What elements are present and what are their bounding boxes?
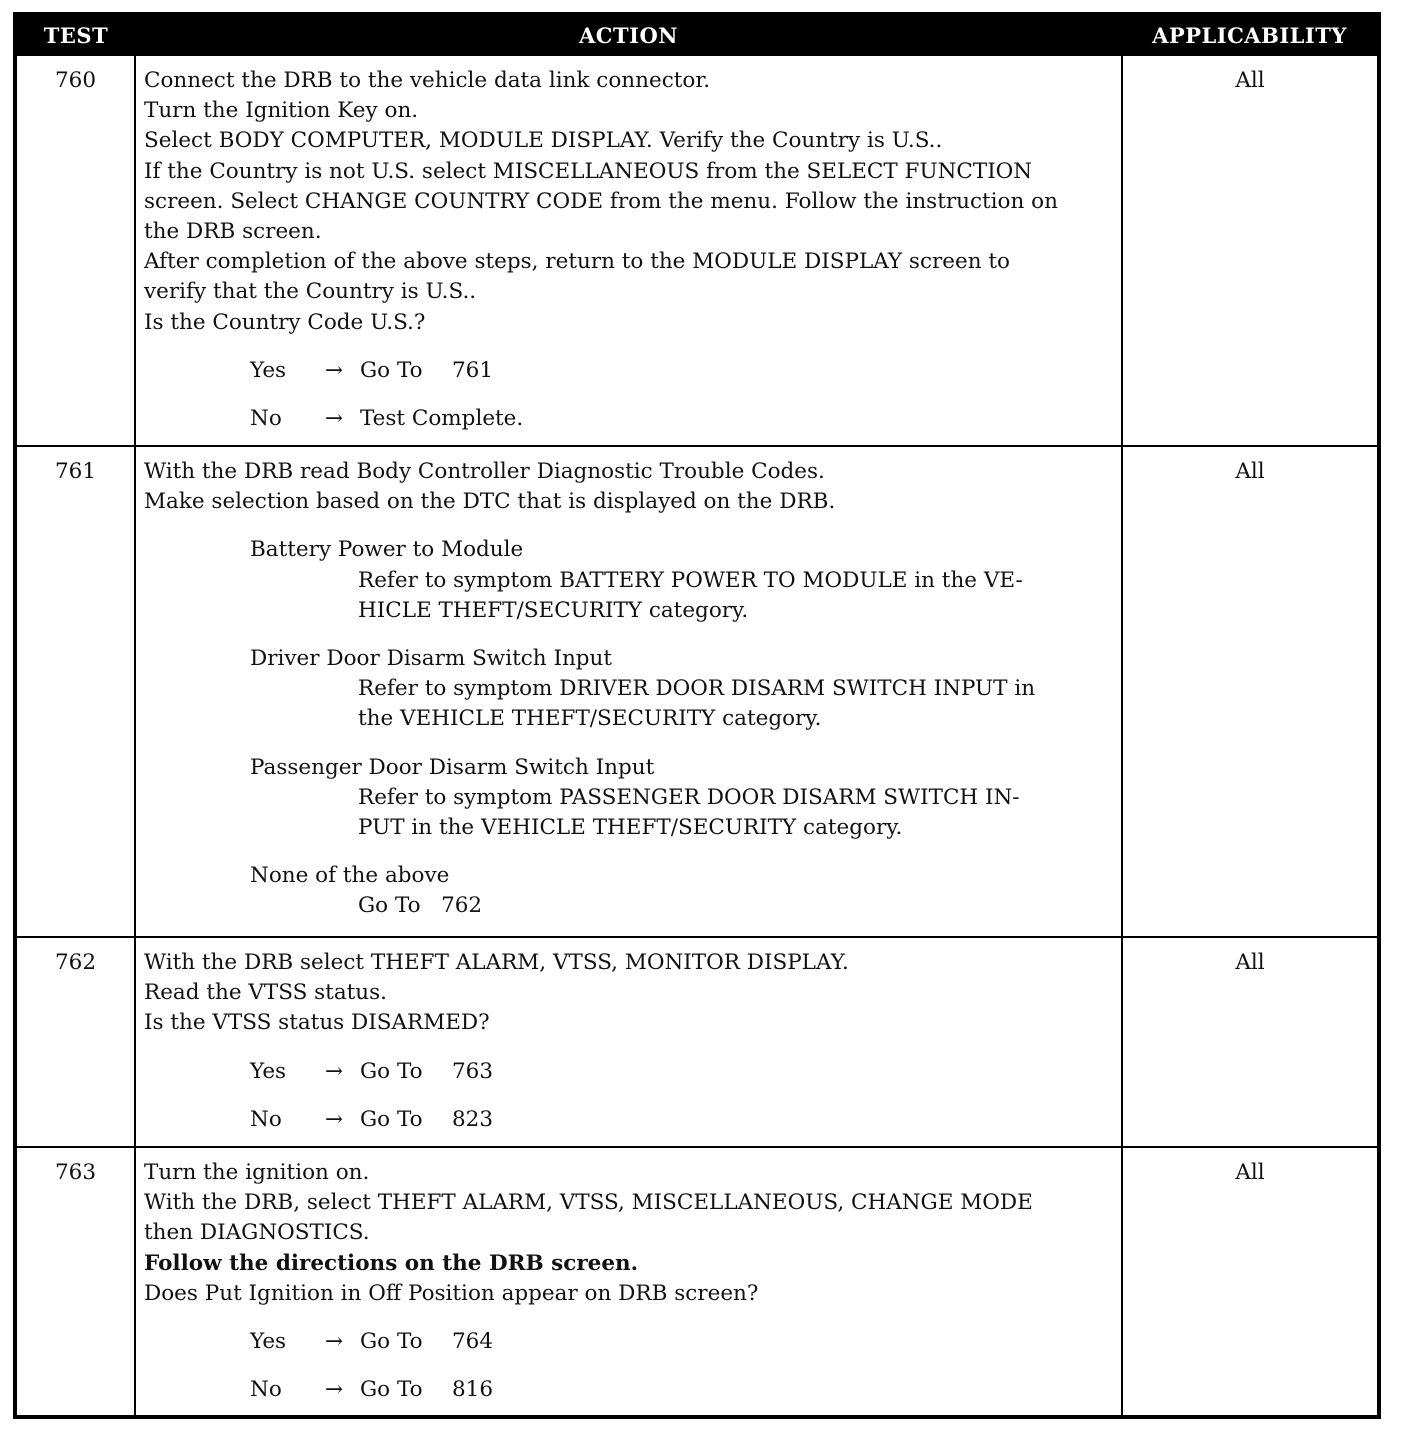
goto-target: 761 xyxy=(452,357,494,383)
option-title: Battery Power to Module xyxy=(250,537,524,563)
goto-target: 763 xyxy=(452,1058,494,1084)
action-line: Make selection based on the DTC that is displayed on the DRB. xyxy=(144,489,836,515)
table-row-762 xyxy=(15,937,1379,1147)
option-title: None of the above xyxy=(250,863,450,889)
header-test: TEST xyxy=(15,14,135,55)
action-line: the DRB screen. xyxy=(144,219,322,245)
no-branch: No → Go To 816 xyxy=(250,1375,1115,1405)
option-detail-line: Refer to symptom PASSENGER DOOR DISARM SWITCH IN- xyxy=(358,784,1020,810)
arrow-icon: → xyxy=(324,1329,343,1355)
option-title: Passenger Door Disarm Switch Input xyxy=(250,754,655,780)
action-line: verify that the Country is U.S.. xyxy=(144,279,477,305)
table-row-763 xyxy=(15,1147,1379,1417)
option-detail-line: PUT in the VEHICLE THEFT/SECURITY category. xyxy=(358,815,903,841)
action-line: With the DRB, select THEFT ALARM, VTSS, MISCELLANEOUS, CHANGE MODE xyxy=(144,1190,1033,1216)
option-detail-line: Refer to symptom BATTERY POWER TO MODULE in the VE- xyxy=(358,567,1023,593)
applicability-cell: All xyxy=(1122,55,1379,446)
action-line: If the Country is not U.S. select MISCELLANEOUS from the SELECT FUNCTION xyxy=(144,158,1033,184)
option-detail-line: HICLE THEFT/SECURITY category. xyxy=(358,597,749,623)
yes-branch: Yes → Go To 761 xyxy=(250,356,1115,386)
option-detail-line: Refer to symptom DRIVER DOOR DISARM SWITCH INPUT in xyxy=(358,676,1036,702)
dtc-option xyxy=(250,644,1115,735)
header-action: ACTION xyxy=(135,14,1122,55)
header-applicability: APPLICABILITY xyxy=(1122,14,1379,55)
dtc-option xyxy=(250,753,1115,844)
action-line: Turn the Ignition Key on. xyxy=(144,98,419,124)
goto-target: 816 xyxy=(452,1377,494,1403)
action-line: Read the VTSS status. xyxy=(144,980,387,1006)
test-number: 762 xyxy=(15,937,135,1147)
dtc-option xyxy=(250,861,1115,921)
action-line: Does Put Ignition in Off Position appear on DRB screen? xyxy=(144,1280,759,1306)
applicability-cell: All xyxy=(1122,1147,1379,1417)
table-row-760 xyxy=(15,55,1379,446)
action-line: After completion of the above steps, return to the MODULE DISPLAY screen to xyxy=(144,249,1010,275)
applicability-cell: All xyxy=(1122,937,1379,1147)
action-line: Turn the ignition on. xyxy=(144,1160,370,1185)
action-line-bold: Follow the directions on the DRB screen. xyxy=(144,1250,639,1276)
table-row-761 xyxy=(15,446,1379,937)
action-line: screen. Select CHANGE COUNTRY CODE from the menu. Follow the instruction on xyxy=(144,188,1058,214)
action-cell xyxy=(135,55,1122,446)
arrow-icon: → xyxy=(324,1377,343,1403)
action-cell xyxy=(135,1147,1122,1417)
table-header-row xyxy=(15,14,1379,55)
action-line: then DIAGNOSTICS. xyxy=(144,1220,370,1246)
no-branch: No → Go To 823 xyxy=(250,1105,1115,1135)
action-line: Select BODY COMPUTER, MODULE DISPLAY. Verify the Country is U.S.. xyxy=(144,128,943,154)
goto-target: 764 xyxy=(452,1329,494,1355)
diagnostic-test-document xyxy=(13,12,1377,1419)
applicability-cell: All xyxy=(1122,446,1379,937)
arrow-icon: → xyxy=(324,406,343,432)
action-line: Is the Country Code U.S.? xyxy=(144,309,426,335)
arrow-icon: → xyxy=(324,1058,343,1084)
action-line: With the DRB read Body Controller Diagnostic Trouble Codes. xyxy=(144,459,825,484)
action-cell xyxy=(135,446,1122,937)
action-line: Is the VTSS status DISARMED? xyxy=(144,1010,490,1036)
diagnostic-table xyxy=(13,12,1381,1419)
test-number: 761 xyxy=(15,446,135,937)
goto-target: 823 xyxy=(452,1106,494,1132)
arrow-icon: → xyxy=(324,1106,343,1132)
option-title: Driver Door Disarm Switch Input xyxy=(250,646,613,672)
dtc-option xyxy=(250,535,1115,626)
option-detail-line: Go To 762 xyxy=(358,893,483,919)
action-cell xyxy=(135,937,1122,1147)
action-line: With the DRB select THEFT ALARM, VTSS, MONITOR DISPLAY. xyxy=(144,950,849,975)
test-number: 763 xyxy=(15,1147,135,1417)
action-line: Connect the DRB to the vehicle data link connector. xyxy=(144,68,711,93)
yes-branch: Yes → Go To 764 xyxy=(250,1327,1115,1357)
arrow-icon: → xyxy=(324,357,343,383)
no-branch: No → Test Complete. xyxy=(250,404,1115,434)
yes-branch: Yes → Go To 763 xyxy=(250,1057,1115,1087)
test-number: 760 xyxy=(15,55,135,446)
option-detail-line: the VEHICLE THEFT/SECURITY category. xyxy=(358,706,822,732)
